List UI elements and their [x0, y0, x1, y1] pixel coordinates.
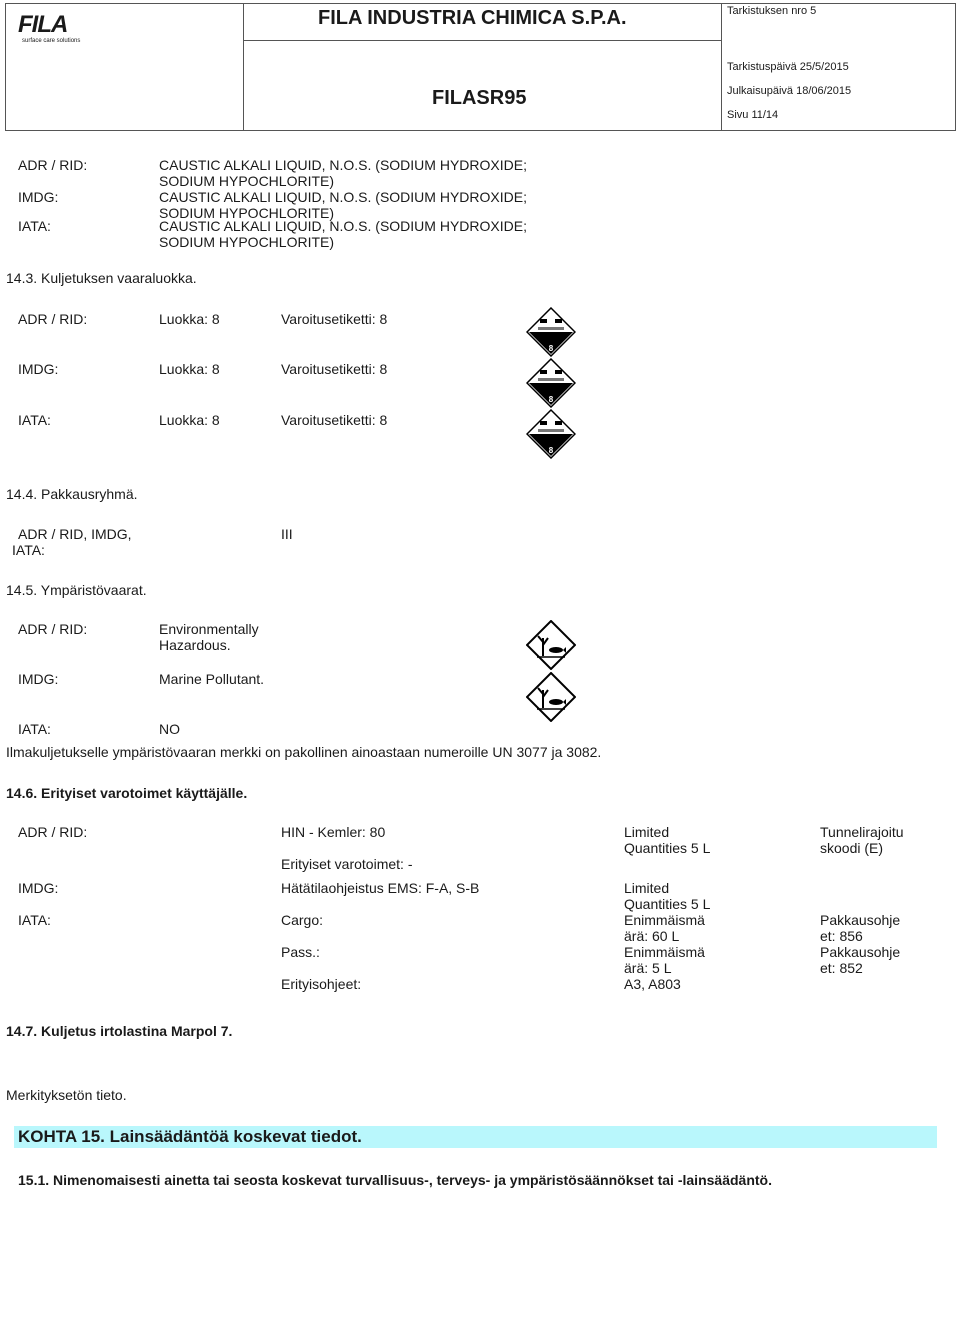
header-divider: [243, 40, 721, 41]
precaution-value: Limited: [624, 880, 670, 896]
precaution-value: et: 856: [820, 928, 863, 944]
env-label: IATA:: [18, 721, 51, 737]
hazard-class: Luokka: 8: [159, 412, 220, 428]
precaution-value: Pass.:: [281, 944, 320, 960]
section-heading-14-6: 14.6. Erityiset varotoimet käyttäjälle.: [6, 785, 248, 801]
section-heading-14-4: 14.4. Pakkausryhmä.: [6, 486, 138, 502]
precaution-label: ADR / RID:: [18, 824, 88, 840]
precaution-value: HIN - Kemler: 80: [281, 824, 386, 840]
class-number: 8: [548, 395, 554, 404]
shipping-value: CAUSTIC ALKALI LIQUID, N.O.S. (SODIUM HYDROXIDE;: [159, 157, 527, 173]
shipping-value: SODIUM HYPOCHLORITE): [159, 234, 335, 250]
revision-date: Tarkistuspäivä 25/5/2015: [727, 61, 849, 73]
packing-group-label: IATA:: [12, 542, 45, 558]
section-heading-14-3: 14.3. Kuljetuksen vaaraluokka.: [6, 270, 197, 286]
precaution-value: Pakkausohje: [820, 944, 901, 960]
precaution-value: Quantities 5 L: [624, 896, 711, 912]
hazard-tag: Varoitusetiketti: 8: [281, 311, 388, 327]
precaution-value: skoodi (E): [820, 840, 884, 856]
revision-number: Tarkistuksen nro 5: [727, 5, 817, 17]
env-value: NO: [159, 721, 180, 737]
class-number: 8: [548, 446, 554, 455]
environment-hazard-icon: [526, 620, 576, 670]
precaution-value: Cargo:: [281, 912, 324, 928]
precaution-value: Tunnelirajoitu: [820, 824, 904, 840]
env-value: Environmentally: [159, 621, 259, 637]
logo-subtitle: surface care solutions: [22, 38, 81, 44]
publish-date: Julkaisupäivä 18/06/2015: [727, 85, 852, 97]
class-number: 8: [548, 344, 554, 353]
hazard-tag: Varoitusetiketti: 8: [281, 412, 388, 428]
section-15-banner: [14, 1126, 937, 1148]
hazard-class-label: IATA:: [18, 412, 51, 428]
section-heading-15-1: 15.1. Nimenomaisesti ainetta tai seosta koskevat turvallisuus-, terveys- ja ympäristösäännökset tai -lainsäädäntö.: [18, 1172, 772, 1188]
precaution-value: Enimmäismä: [624, 912, 705, 928]
shipping-value: CAUSTIC ALKALI LIQUID, N.O.S. (SODIUM HYDROXIDE;: [159, 189, 527, 205]
section-15-title: KOHTA 15. Lainsäädäntöä koskevat tiedot.: [18, 1127, 362, 1146]
precaution-value: Enimmäismä: [624, 944, 705, 960]
precaution-value: Erityiset varotoimet: -: [281, 856, 413, 872]
section-heading-14-7: 14.7. Kuljetus irtolastina Marpol 7.: [6, 1023, 233, 1039]
hazard-class: Luokka: 8: [159, 361, 220, 377]
section-heading-14-5: 14.5. Ympäristövaarat.: [6, 582, 147, 598]
shipping-value: SODIUM HYPOCHLORITE): [159, 205, 335, 221]
shipping-value: SODIUM HYPOCHLORITE): [159, 173, 335, 189]
precaution-value: Pakkausohje: [820, 912, 901, 928]
env-label: IMDG:: [18, 671, 59, 687]
company-logo: [18, 12, 98, 46]
corrosive-label-icon: [526, 358, 576, 408]
hazard-class: Luokka: 8: [159, 311, 220, 327]
corrosive-label-icon: [526, 307, 576, 357]
env-value: Marine Pollutant.: [159, 671, 265, 687]
packing-group-label: ADR / RID, IMDG,: [18, 526, 132, 542]
precaution-value: Hätätilaohjeistus EMS: F-A, S-B: [281, 880, 480, 896]
env-value: Hazardous.: [159, 637, 231, 653]
env-label: ADR / RID:: [18, 621, 88, 637]
precaution-value: Erityisohjeet:: [281, 976, 362, 992]
packing-group-value: III: [281, 526, 293, 542]
header-divider: [243, 3, 244, 131]
env-note: Ilmakuljetukselle ympäristövaaran merkki on pakollinen ainoastaan numeroille UN 3077 ja 3082.: [6, 744, 602, 760]
page-number: Sivu 11/14: [727, 109, 779, 121]
precaution-value: Limited: [624, 824, 670, 840]
shipping-label: ADR / RID:: [18, 157, 88, 173]
precaution-value: A3, A803: [624, 976, 681, 992]
precaution-label: IATA:: [18, 912, 51, 928]
logo-text: FILA: [18, 11, 68, 38]
shipping-value: CAUSTIC ALKALI LIQUID, N.O.S. (SODIUM HYDROXIDE;: [159, 218, 527, 234]
hazard-tag: Varoitusetiketti: 8: [281, 361, 388, 377]
hazard-class-label: ADR / RID:: [18, 311, 88, 327]
shipping-label: IMDG:: [18, 189, 59, 205]
company-name: FILA INDUSTRIA CHIMICA S.P.A.: [318, 7, 627, 29]
precaution-value: Quantities 5 L: [624, 840, 711, 856]
marpol-text: Merkityksetön tieto.: [6, 1087, 127, 1103]
shipping-label: IATA:: [18, 218, 51, 234]
corrosive-label-icon: [526, 409, 576, 459]
precaution-value: ärä: 60 L: [624, 928, 680, 944]
precaution-value: et: 852: [820, 960, 863, 976]
hazard-class-label: IMDG:: [18, 361, 59, 377]
precaution-label: IMDG:: [18, 880, 59, 896]
precaution-value: ärä: 5 L: [624, 960, 672, 976]
product-name: FILASR95: [432, 87, 527, 109]
header-divider: [721, 3, 722, 131]
environment-hazard-icon: [526, 672, 576, 722]
